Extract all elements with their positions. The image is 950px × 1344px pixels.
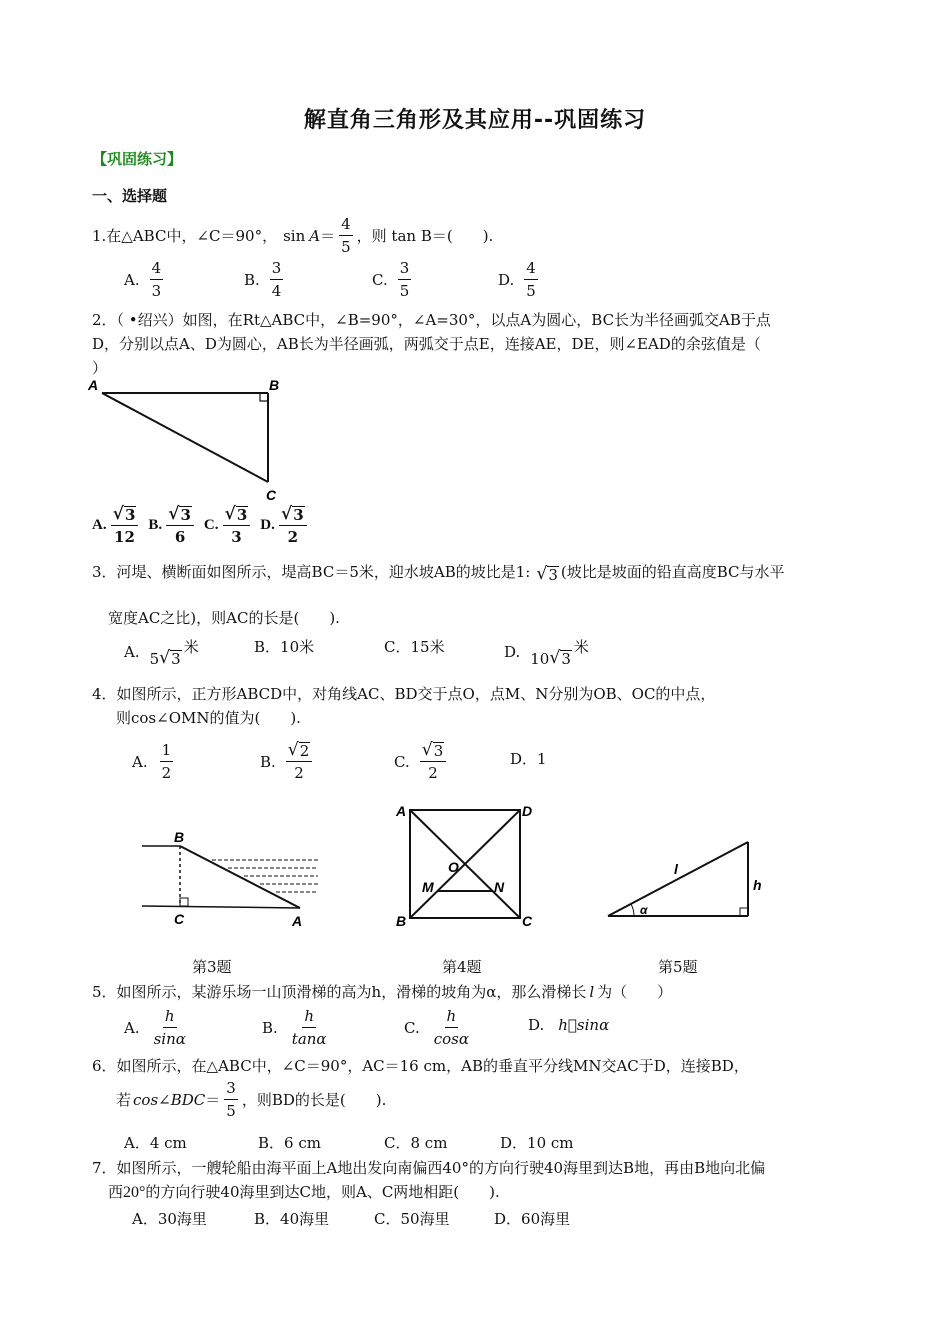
q2-option-c-label: C. bbox=[203, 517, 219, 534]
q3-sqrt: √ 3 bbox=[536, 564, 558, 584]
q5-option-a: A. $\frac{h}{\sin\alpha}$ bbox=[124, 1007, 186, 1048]
q6-option-c: C．8 cm bbox=[384, 1134, 448, 1152]
q7-option-d: D．60海里 bbox=[494, 1210, 571, 1228]
q3-line-1b: (坡比是坡面的铅直高度BC与水平 bbox=[560, 563, 785, 582]
q5-line-1: 5．如图所示，某游乐场一山顶滑梯的高为h，滑梯的坡角为α，那么滑梯长 l 为（ ） bbox=[92, 983, 673, 1001]
q6-line-1: 6．如图所示，在△ABC中，∠C＝90°，AC＝16 cm，AB的垂直平分线MN交AC于D，连接BD， bbox=[92, 1057, 749, 1075]
fig2-label-a: A bbox=[88, 377, 99, 393]
q6-option-b: B．6 cm bbox=[258, 1134, 321, 1152]
q3-option-d: D. 10 √ 3 米 bbox=[504, 638, 589, 668]
q1-option-b: B. $\frac{3}{4}$ bbox=[244, 259, 282, 300]
q3-option-b: B．10米 bbox=[254, 638, 315, 656]
fig3-label-a: A bbox=[292, 913, 303, 929]
q4-option-c: C. √ 3 2 bbox=[394, 740, 450, 783]
q1-option-d: D. $\frac{4}{5}$ bbox=[498, 259, 536, 300]
fig2-label-c: C bbox=[266, 487, 277, 503]
fig2-label-b: B bbox=[269, 377, 280, 393]
fig4-label-n: N bbox=[494, 879, 505, 895]
q2-option-a-frac: √ 3 12 bbox=[111, 504, 139, 547]
fig2-right-angle bbox=[260, 393, 268, 401]
q2-line-2: D，分别以点A、D为圆心，AB长为半径画弧，两弧交于点E，连接AE，DE，则∠EAD的余弦值是（ bbox=[92, 335, 761, 353]
fig3-right-angle bbox=[180, 898, 188, 906]
fig5-slide-length bbox=[608, 842, 748, 916]
q5-option-d-expr: h sinα bbox=[558, 1016, 610, 1034]
fig4-label-m: M bbox=[422, 879, 434, 895]
q2-option-b-label: B. bbox=[148, 517, 163, 534]
fig5-label-alpha: α bbox=[640, 903, 648, 917]
fig2-side-ac bbox=[102, 393, 268, 482]
q7-line-2: 西20°的方向行驶40海里到达C地，则A、C两地相距( ). bbox=[108, 1183, 500, 1201]
q1-eq: ＝ bbox=[320, 226, 336, 245]
q2-option-c-frac: √ 3 3 bbox=[223, 504, 251, 547]
q4-line-2: 则cos∠OMN的值为( ). bbox=[116, 709, 301, 727]
q1-option-c: C. $\frac{3}{5}$ bbox=[372, 259, 410, 300]
figure-5-slide bbox=[604, 836, 774, 926]
section-heading-choice: 一、选择题 bbox=[92, 187, 168, 205]
fig5-angle-arc bbox=[631, 904, 634, 916]
q3-line-2: 宽度AC之比)，则AC的长是( ). bbox=[108, 609, 340, 627]
q1-var: A bbox=[309, 226, 321, 245]
q2-option-d-frac: √ 3 2 bbox=[279, 504, 307, 547]
q7-option-a: A．30海里 bbox=[132, 1210, 207, 1228]
figure-4-caption: 第4题 bbox=[442, 958, 482, 976]
q7-line-1: 7．如图所示，一艘轮船由海平面上A地出发向南偏西40°的方向行驶40海里到达B地，再由B地向北偏 bbox=[92, 1159, 766, 1177]
question-1 bbox=[92, 214, 493, 257]
q2-option-b-frac: √ 3 6 bbox=[166, 504, 194, 547]
fig3-water bbox=[212, 860, 318, 892]
fig4-label-a: A bbox=[396, 803, 407, 819]
fig4-label-b: B bbox=[396, 913, 407, 929]
q5-option-c: C. $\frac{h}{\cos\alpha}$ bbox=[404, 1007, 469, 1048]
q1-option-a: A. $\frac{4}{3}$ bbox=[124, 259, 162, 300]
q5-option-b: B. $\frac{h}{\tan\alpha}$ bbox=[262, 1007, 327, 1048]
fig5-label-h: h bbox=[753, 877, 762, 893]
q4-option-b: B. √ 2 2 bbox=[260, 740, 316, 783]
q3-option-a: A. 5 √ 3 米 bbox=[124, 638, 199, 668]
figure-5-caption: 第5题 bbox=[658, 958, 698, 976]
page-title: 解直角三角形及其应用--巩固练习 bbox=[303, 108, 647, 133]
q1-sin: sin bbox=[283, 226, 306, 245]
q1-prefix: 1.在△ABC中，∠C＝90°， bbox=[92, 226, 278, 245]
fig4-label-o: O bbox=[448, 859, 459, 875]
q4-line-1: 4．如图所示，正方形ABCD中，对角线AC、BD交于点O，点M、N分别为OB、OC的中点， bbox=[92, 685, 716, 703]
figure-3-embankment bbox=[140, 826, 330, 930]
section-heading-practice: 【巩固练习】 bbox=[92, 150, 183, 168]
fig3-label-b: B bbox=[174, 829, 185, 845]
figure-4-square bbox=[392, 800, 542, 930]
q6-line-2: 若 cos∠BDC ＝ $\frac{3}{5}$ ，则BD的长是( ). bbox=[116, 1079, 387, 1120]
figure-3-caption: 第3题 bbox=[192, 958, 232, 976]
q3-line-1 bbox=[92, 560, 785, 584]
q6-option-d: D．10 cm bbox=[500, 1134, 574, 1152]
q2-line-1: 2．（ •绍兴）如图，在Rt△ABC中，∠B=90°，∠A=30°，以点A为圆心，BC长为半径画弧交AB于点 bbox=[92, 311, 771, 329]
q3-option-c: C．15米 bbox=[384, 638, 445, 656]
fig5-label-l: l bbox=[674, 861, 678, 877]
figure-q2-triangle bbox=[86, 374, 286, 504]
q7-option-c: C．50海里 bbox=[374, 1210, 450, 1228]
fig3-base bbox=[142, 906, 300, 908]
q4-option-a: A. $\frac{1}{2}$ bbox=[132, 741, 172, 782]
fig3-label-c: C bbox=[174, 911, 185, 927]
q2-line-3: ） bbox=[92, 359, 108, 377]
q6-option-a: A．4 cm bbox=[124, 1134, 187, 1152]
q1-suffix: ，则 tan B＝( ). bbox=[356, 226, 494, 245]
fig4-label-c: C bbox=[522, 913, 533, 929]
q4-option-d: D．1 bbox=[510, 750, 547, 768]
q1-fraction: $\frac{4}{5}$ bbox=[341, 215, 351, 256]
q2-option-a-label: A. bbox=[92, 517, 107, 534]
q7-option-b: B．40海里 bbox=[254, 1210, 330, 1228]
fig5-right-angle bbox=[740, 908, 748, 916]
q2-options bbox=[92, 504, 311, 547]
fig3-slope-ab bbox=[180, 846, 300, 908]
q2-option-d-label: D. bbox=[260, 517, 275, 534]
fig4-label-d: D bbox=[522, 803, 533, 819]
q5-option-d: D. h sinα bbox=[528, 1016, 610, 1034]
q3-line-1a: 3．河堤、横断面如图所示，堤高BC＝5米，迎水坡AB的坡比是1: bbox=[92, 563, 531, 582]
